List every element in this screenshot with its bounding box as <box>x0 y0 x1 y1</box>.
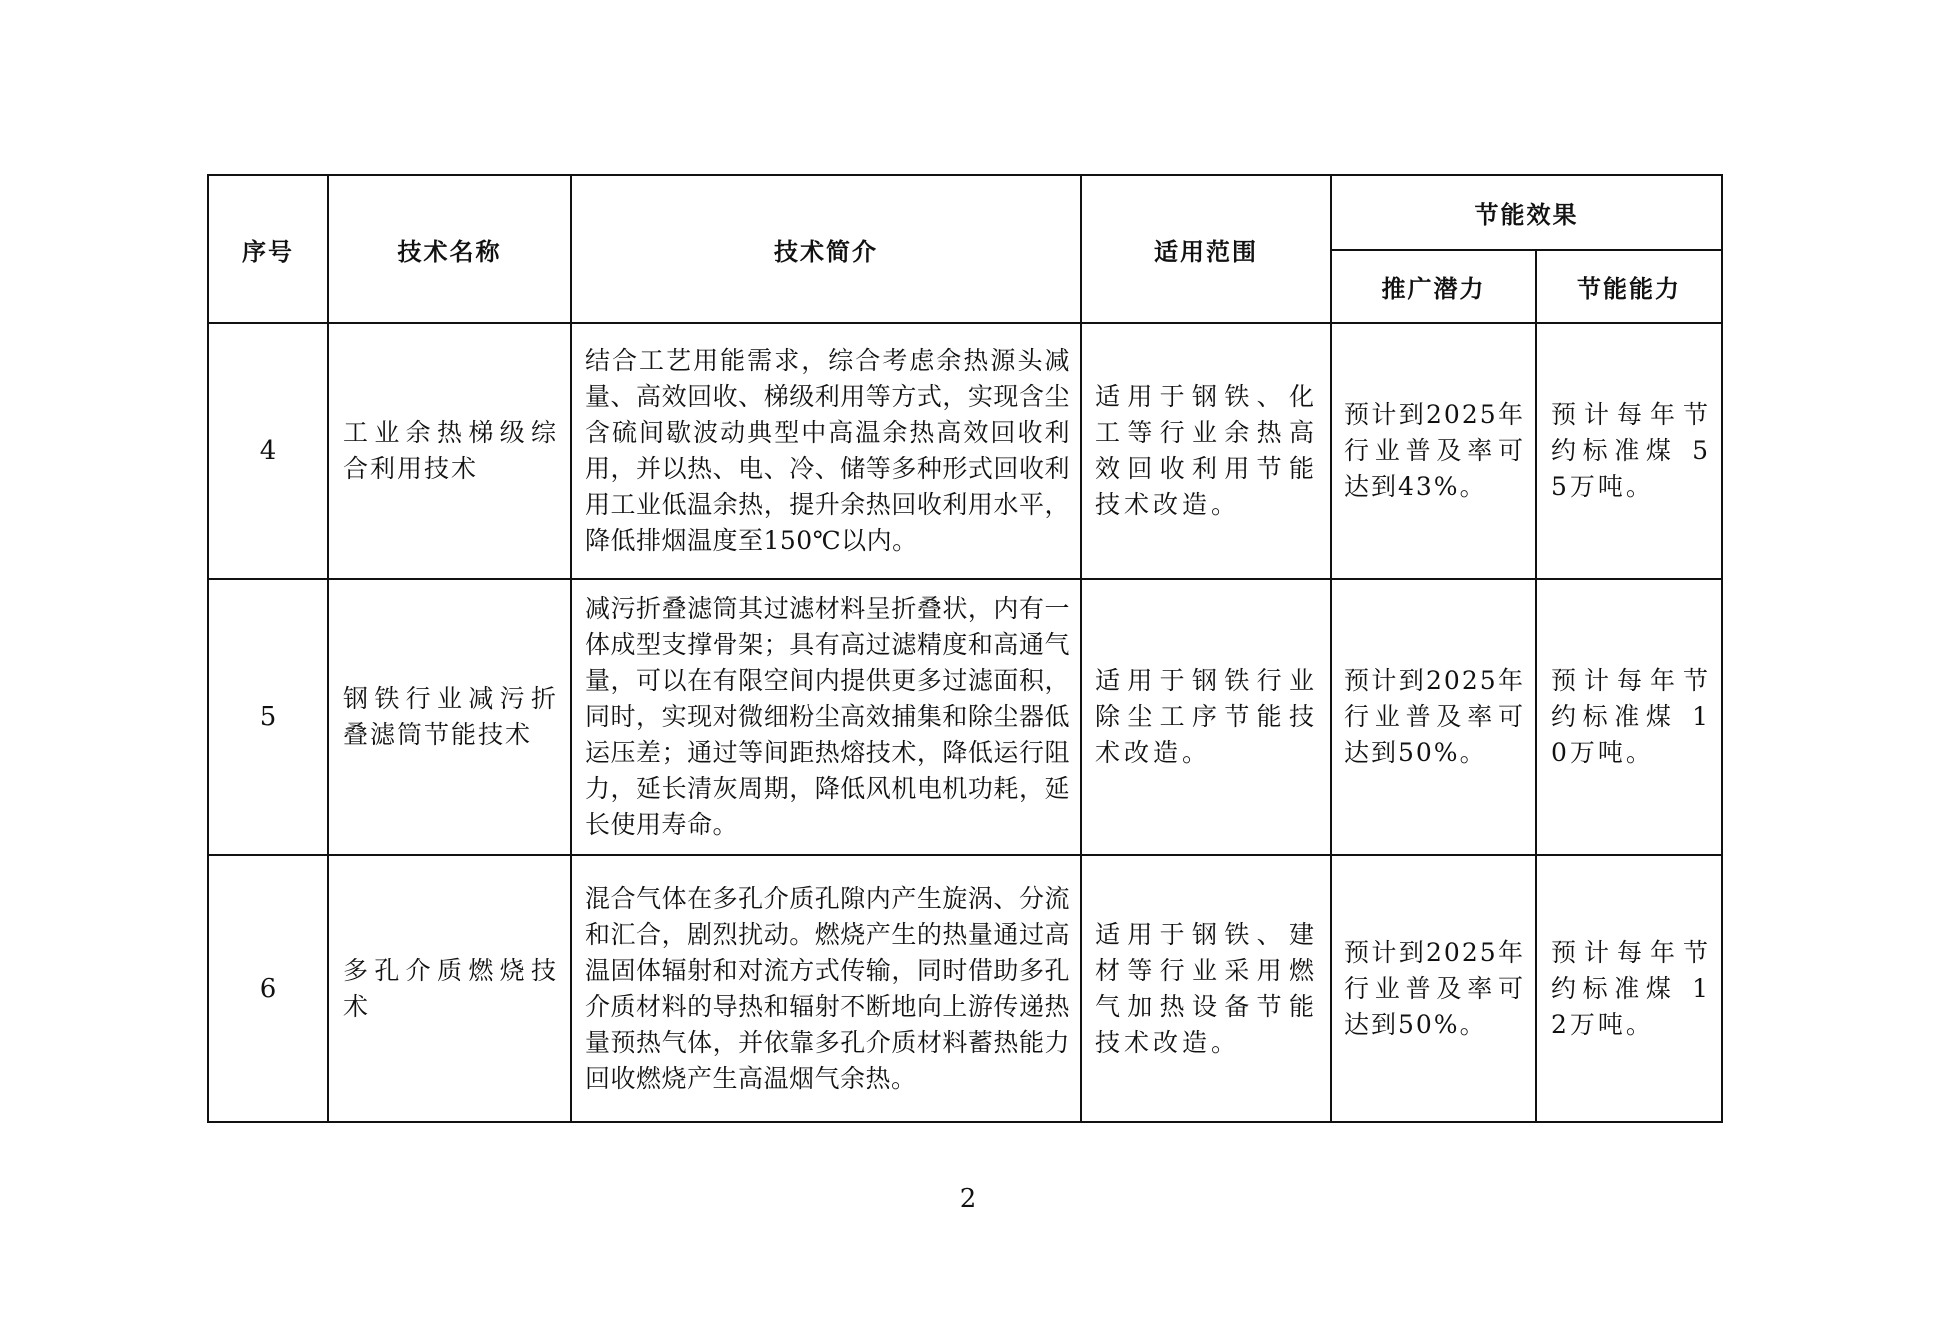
technology-table <box>207 174 1723 1123</box>
technology-name-cell <box>328 855 571 1122</box>
header-row <box>208 175 1722 250</box>
capacity-text: 预计每年节约标准煤 12万吨。 <box>1551 937 1711 1039</box>
potential-text: 预计到2025年行业普及率可达到50%。 <box>1344 666 1525 767</box>
capacity-text: 预计每年节约标准煤 55万吨。 <box>1551 400 1711 501</box>
row-number: 6 <box>208 855 328 1122</box>
scope-text: 适用于钢铁、化工等行业余热高效回收利用节能技术改造。 <box>1095 382 1318 519</box>
technology-name: 多孔介质燃烧技术 <box>343 955 558 1021</box>
technology-name: 钢铁行业减污折叠滤筒节能技术 <box>343 684 558 749</box>
scope-text: 适用于钢铁行业除尘工序节能技术改造。 <box>1095 666 1318 767</box>
scope-cell <box>1081 323 1331 579</box>
capacity-text: 预计每年节约标准煤 10万吨。 <box>1551 666 1711 767</box>
technology-name: 工业余热梯级综合利用技术 <box>343 418 558 483</box>
technology-intro: 减污折叠滤筒其过滤材料呈折叠状，内有一体成型支撑骨架；具有高过滤精度和高通气量，可以在有限空间内提供更多过滤面积，同时，实现对微细粉尘高效捕集和除尘器低运压差；通过等间距热熔技术，降低运行阻力，延长清灰周期，降低风机电机功耗，延长使用寿命。 <box>585 594 1070 839</box>
header-scope: 适用范围 <box>1081 175 1331 323</box>
potential-cell <box>1331 855 1536 1122</box>
table-row <box>208 323 1722 579</box>
potential-cell <box>1331 323 1536 579</box>
row-number: 4 <box>208 323 328 579</box>
technology-intro: 混合气体在多孔介质孔隙内产生旋涡、分流和汇合，剧烈扰动。燃烧产生的热量通过高温固体辐射和对流方式传输，同时借助多孔介质材料的导热和辐射不断地向上游传递热量预热气体，并依靠多孔介质材料蓄热能力回收燃烧产生高温烟气余热。 <box>585 883 1070 1093</box>
capacity-cell <box>1536 323 1722 579</box>
technology-name-cell <box>328 323 571 579</box>
header-potential: 推广潜力 <box>1331 250 1536 323</box>
header-intro: 技术简介 <box>571 175 1081 323</box>
technology-name-cell <box>328 579 571 855</box>
header-no: 序号 <box>208 175 328 323</box>
scope-text: 适用于钢铁、建材等行业采用燃气加热设备节能技术改造。 <box>1095 919 1318 1057</box>
technology-intro-cell <box>571 579 1081 855</box>
header-name: 技术名称 <box>328 175 571 323</box>
technology-intro-cell <box>571 855 1081 1122</box>
scope-cell <box>1081 579 1331 855</box>
capacity-cell <box>1536 855 1722 1122</box>
potential-cell <box>1331 579 1536 855</box>
header-effect: 节能效果 <box>1331 175 1722 250</box>
table-row <box>208 579 1722 855</box>
capacity-cell <box>1536 579 1722 855</box>
scope-cell <box>1081 855 1331 1122</box>
technology-intro: 结合工艺用能需求，综合考虑余热源头减量、高效回收、梯级利用等方式，实现含尘含硫间歇波动典型中高温余热高效回收利用，并以热、电、冷、储等多种形式回收利用工业低温余热，提升余热回收利用水平，降低排烟温度至150℃以内。 <box>585 346 1070 555</box>
table-row <box>208 855 1722 1122</box>
header-capacity: 节能能力 <box>1536 250 1722 323</box>
technology-intro-cell <box>571 323 1081 579</box>
potential-text: 预计到2025年行业普及率可达到50%。 <box>1344 937 1525 1039</box>
page-number: 2 <box>959 1184 977 1214</box>
row-number: 5 <box>208 579 328 855</box>
potential-text: 预计到2025年行业普及率可达到43%。 <box>1344 400 1525 501</box>
